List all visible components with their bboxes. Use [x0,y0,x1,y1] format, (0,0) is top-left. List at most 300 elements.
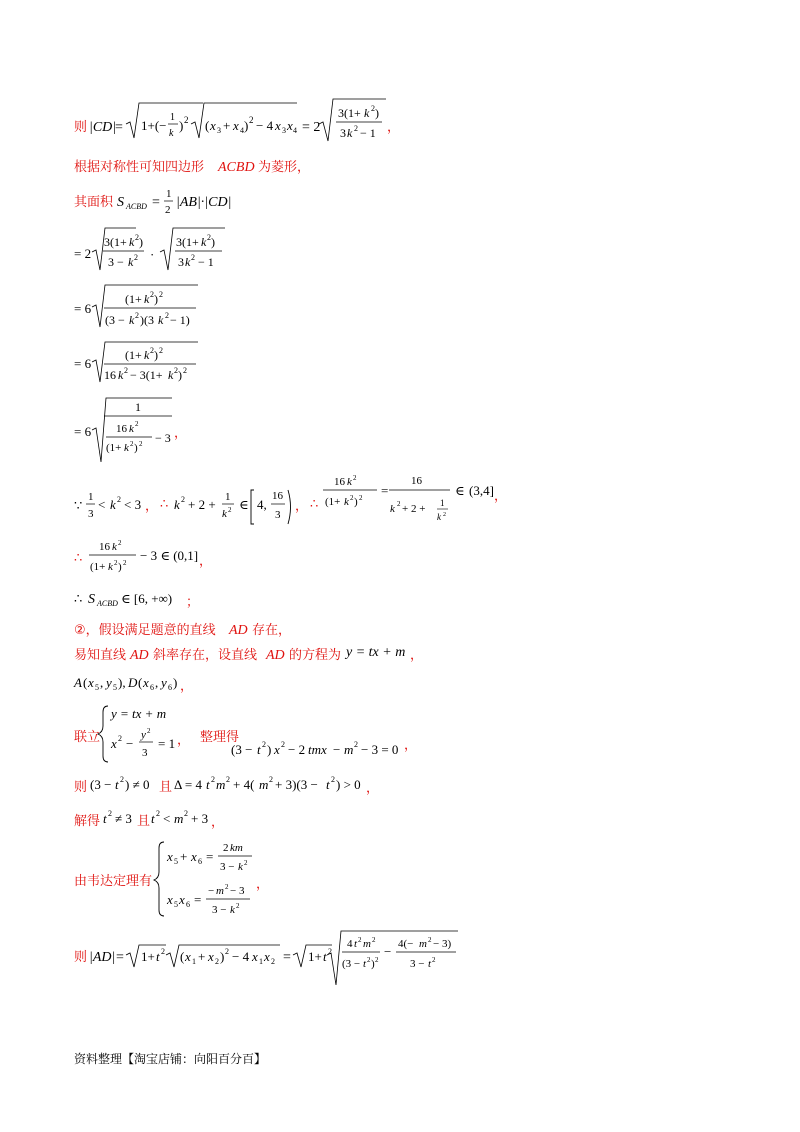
line-range-steps [74,474,507,524]
svg-text:): ) [118,561,122,573]
svg-text:易知直线: 易知直线 [74,648,127,663]
svg-text:2: 2 [228,506,232,514]
line-points [73,675,193,694]
svg-text:2: 2 [150,346,154,355]
svg-text:2: 2 [397,500,401,508]
svg-text:1: 1 [259,957,263,966]
svg-text:− 1: − 1 [198,255,214,269]
svg-text:1+(−: 1+(− [141,118,167,133]
svg-text:t: t [363,958,367,970]
svg-text:2: 2 [244,859,248,867]
svg-text:2: 2 [191,253,195,262]
svg-text:ACBD: ACBD [218,160,255,175]
svg-text:|AD|: |AD| [89,950,116,965]
svg-text:16: 16 [116,423,127,435]
svg-text:−: − [384,944,392,959]
svg-text:+ 2 +: + 2 + [402,503,426,515]
svg-text:1: 1 [88,491,94,503]
svg-text:t: t [257,742,261,757]
svg-text:<: < [98,497,106,512]
svg-text:= 1: = 1 [158,736,176,751]
svg-text:2: 2 [249,115,254,125]
svg-text:，: ， [387,119,401,134]
svg-text:根据对称性可知四边形: 根据对称性可知四边形 [74,160,205,175]
svg-text:则: 则 [74,950,88,965]
svg-text:): ) [267,742,272,757]
svg-text:2: 2 [350,494,354,502]
svg-text:): ) [375,106,379,120]
svg-text:− 4: − 4 [232,949,250,964]
svg-text:=: = [152,195,160,210]
svg-text:k: k [169,128,174,139]
svg-text:tmx: tmx [308,742,327,757]
svg-text:2: 2 [130,440,134,448]
svg-text:，: ， [145,498,159,513]
svg-text:6: 6 [168,683,172,692]
svg-text:斜率存在，设直线: 斜率存在，设直线 [153,648,258,663]
svg-text:+ 3)(3 −: + 3)(3 − [275,777,318,792]
svg-text:4,: 4, [257,497,267,512]
svg-text:2: 2 [281,740,285,749]
svg-text:x: x [275,118,281,133]
svg-text:(1+: (1+ [325,496,341,508]
svg-text:x: x [88,675,94,690]
svg-text:2: 2 [165,204,171,216]
svg-text:=: = [206,849,214,864]
svg-text:4: 4 [293,126,297,135]
svg-text:x: x [210,118,216,133]
svg-text:−: − [208,885,215,897]
svg-text:2: 2 [165,311,169,320]
svg-text:3 −: 3 − [212,904,227,916]
svg-text:y = tx + m: y = tx + m [346,645,406,660]
svg-text:(1+: (1+ [90,561,106,573]
svg-text:,: , [155,675,159,690]
svg-text:−: − [126,736,134,751]
svg-text:②，假设满足题意的直线: ②，假设满足题意的直线 [74,623,216,638]
svg-text:2: 2 [223,842,229,854]
svg-text:，: ， [199,553,213,568]
svg-text:2: 2 [183,366,187,375]
svg-text:t: t [151,811,155,826]
svg-text:2: 2 [147,727,151,735]
svg-text:3 −: 3 − [108,255,124,269]
svg-text:= 2: = 2 [302,120,321,135]
svg-text:(3 −: (3 − [105,313,125,327]
svg-text:2: 2 [372,936,376,944]
svg-text:k: k [174,497,180,512]
svg-text:t: t [103,811,107,826]
svg-text:k: k [347,476,352,488]
svg-text:− 3: − 3 [155,431,171,445]
svg-text:k: k [144,292,150,306]
svg-text:k: k [110,497,116,512]
svg-text:= 2: = 2 [74,246,92,261]
svg-text:2: 2 [184,115,189,125]
svg-text:x: x [233,118,239,133]
svg-text:为菱形，: 为菱形， [258,160,311,175]
svg-text:t: t [206,777,210,792]
svg-text:k: k [158,313,164,327]
svg-text:1: 1 [440,498,445,508]
svg-text:t: t [323,949,327,964]
svg-text:16: 16 [104,368,116,382]
svg-text:1: 1 [166,188,172,200]
svg-text:(1+: (1+ [125,292,142,306]
svg-text:): ) [179,118,184,133]
svg-text:): ) [173,675,178,690]
svg-text:): ) [139,235,143,249]
svg-text:ACBD: ACBD [97,599,118,608]
svg-text:y: y [106,675,112,690]
svg-text:S: S [117,195,124,210]
svg-text:m: m [216,777,226,792]
line-area-range [74,591,199,609]
svg-text:): ) [134,442,138,454]
svg-text:|AB|·|CD|: |AB|·|CD| [176,195,232,210]
svg-text:2: 2 [118,539,122,547]
svg-text:k: k [347,126,353,140]
line-vieta [74,842,269,916]
svg-text:t: t [428,958,432,970]
svg-text:2: 2 [207,233,211,242]
svg-text:3: 3 [217,126,221,135]
svg-text:且: 且 [159,780,173,795]
svg-text:∈ [6, +∞): ∈ [6, +∞) [121,591,173,606]
svg-text:): ) [211,235,215,249]
svg-text:则: 则 [74,120,88,135]
line-ad-length [74,931,458,985]
svg-text:=: = [116,950,124,965]
svg-text:2: 2 [117,495,121,504]
svg-text:− 3 = 0: − 3 = 0 [361,742,399,757]
svg-text:k: k [112,541,117,553]
svg-text:k: k [128,255,134,269]
svg-text:2: 2 [114,559,118,567]
svg-text:− 3(1+: − 3(1+ [130,368,163,382]
svg-text:2: 2 [226,775,230,784]
svg-text:− 3 ∈ (0,1]: − 3 ∈ (0,1] [140,548,199,563]
svg-text:m: m [174,811,184,826]
svg-text:，: ， [177,732,191,747]
svg-text:2: 2 [159,290,163,299]
svg-text:6: 6 [150,683,154,692]
svg-text:∈: ∈ [455,483,465,498]
svg-text:y: y [141,729,146,741]
svg-text:2: 2 [367,956,371,964]
svg-text:= 6: = 6 [74,424,92,439]
svg-text:km: km [230,842,243,854]
svg-text:≠ 3: ≠ 3 [115,811,132,826]
svg-text:x: x [185,949,191,964]
svg-text:整理得: 整理得 [200,730,240,745]
svg-text:): ) [154,348,158,362]
line-area-formula [74,188,231,216]
svg-text:− 2: − 2 [288,742,306,757]
svg-text:m: m [419,938,427,950]
svg-text:2: 2 [118,734,122,743]
svg-text:2: 2 [443,512,446,518]
svg-text:(: ( [83,675,88,690]
svg-text:Δ = 4: Δ = 4 [174,777,202,792]
svg-text:k: k [118,368,124,382]
svg-text:6: 6 [186,900,190,909]
svg-text:) ≠ 0: ) ≠ 0 [125,777,150,792]
svg-text:2: 2 [359,494,363,502]
svg-text:3(1+: 3(1+ [338,106,361,120]
svg-text:k: k [230,904,235,916]
line-area-step2 [74,285,198,327]
svg-text:)(3: )(3 [140,313,154,327]
svg-text:且: 且 [137,814,151,829]
svg-text:其面积: 其面积 [74,195,114,210]
svg-text:= 6: = 6 [74,356,92,371]
svg-text:m: m [259,777,269,792]
svg-text:4: 4 [240,126,244,135]
svg-text:2: 2 [215,957,219,966]
line-range-result [74,539,212,573]
svg-text:∈: ∈ [239,497,249,512]
svg-text:(3 −: (3 − [231,742,253,757]
svg-text:2: 2 [181,495,185,504]
svg-text:2: 2 [271,957,275,966]
svg-text:k: k [437,512,441,522]
svg-text:+ 2 +: + 2 + [188,497,216,512]
svg-text:k: k [129,423,134,435]
svg-text:,: , [100,675,104,690]
svg-text:k: k [144,348,150,362]
svg-text:2: 2 [269,775,273,784]
svg-text:，: ， [180,678,194,693]
svg-text:3: 3 [88,508,94,520]
svg-text:2: 2 [108,809,112,818]
svg-text:3 −: 3 − [220,861,235,873]
svg-text:AD: AD [229,623,248,638]
svg-text:): ) [244,118,249,133]
svg-text:2: 2 [428,936,432,944]
svg-text:y: y [161,675,167,690]
svg-text:2: 2 [353,474,357,482]
svg-text:2: 2 [156,809,160,818]
svg-text:1+: 1+ [308,949,322,964]
svg-text:(3 −: (3 − [342,958,361,970]
line-line-equation [74,645,423,663]
svg-text:4(−: 4(− [398,938,414,950]
svg-text:x: x [179,892,185,907]
svg-text:2: 2 [174,366,178,375]
svg-text:D: D [128,675,138,690]
svg-text:x: x [167,892,173,907]
svg-text:3: 3 [275,509,281,521]
svg-text:，: ， [256,876,270,891]
svg-text:m: m [344,742,354,757]
svg-text:3(1+: 3(1+ [176,235,199,249]
svg-text:；: ； [186,594,200,609]
svg-text:t: t [115,777,119,792]
svg-text:联立: 联立 [74,730,101,745]
svg-text:|CD|: |CD| [89,120,117,135]
svg-text:x: x [287,118,293,133]
line-discriminant [74,775,379,796]
svg-text:16: 16 [411,475,422,487]
svg-text:，: ， [404,737,418,752]
svg-text:k: k [390,503,395,515]
svg-text:，: ， [494,488,508,503]
svg-text:= 6: = 6 [74,301,92,316]
svg-text:3(1+: 3(1+ [104,235,127,249]
svg-text:− 4: − 4 [256,118,274,133]
svg-text:+: + [180,849,188,864]
svg-text:∴: ∴ [160,496,169,511]
svg-text:2: 2 [161,947,165,956]
svg-text:AD: AD [130,648,149,663]
svg-text:解得: 解得 [74,814,101,829]
svg-text:，: ， [295,498,309,513]
svg-text:): ) [354,496,358,508]
svg-text:2: 2 [432,956,436,964]
svg-text:): ) [371,958,375,970]
svg-text:3: 3 [340,126,346,140]
svg-text:2: 2 [211,775,215,784]
svg-text:，: ， [211,814,225,829]
svg-text:16: 16 [272,490,283,502]
svg-text:(3 −: (3 − [90,777,112,792]
svg-text:2: 2 [150,290,154,299]
svg-text:2: 2 [124,366,128,375]
svg-text:(3,4]: (3,4] [469,483,494,498]
svg-text:2: 2 [184,809,188,818]
svg-text:x: x [252,949,258,964]
svg-text:=: = [194,892,202,907]
svg-text:5: 5 [95,683,99,692]
svg-text:，: ， [410,647,424,662]
svg-text:): ) [178,368,182,382]
svg-text:2: 2 [135,233,139,242]
svg-text:3: 3 [178,255,184,269]
svg-text:1: 1 [225,491,231,503]
svg-text:2: 2 [331,775,335,784]
svg-text:1: 1 [192,957,196,966]
svg-text:): ) [220,949,225,964]
svg-text:y = tx + m: y = tx + m [111,706,167,721]
svg-text:(: ( [205,118,210,133]
svg-text:k: k [201,235,207,249]
svg-text:2: 2 [354,740,358,749]
svg-text:− 1): − 1) [170,313,190,327]
svg-text:2: 2 [371,104,375,113]
svg-text:2: 2 [354,124,358,133]
line-area-step1 [74,228,225,270]
line-solution [74,809,224,830]
svg-text:x: x [143,675,149,690]
svg-text:+ 3: + 3 [191,811,209,826]
line-cd-length [74,99,400,141]
svg-text:存在，: 存在， [252,623,292,638]
svg-text:+: + [198,949,206,964]
line-assume-ad [74,622,291,638]
svg-text:2: 2 [120,775,124,784]
svg-text:k: k [108,561,113,573]
svg-text:，: ， [366,780,380,795]
svg-text:6: 6 [198,857,202,866]
svg-text:t: t [354,938,358,950]
svg-text:k: k [129,313,135,327]
svg-text:2: 2 [375,956,379,964]
svg-text:t: t [156,949,160,964]
svg-text:1+: 1+ [141,949,155,964]
svg-text:1: 1 [170,112,175,123]
svg-text:2: 2 [134,253,138,262]
svg-text:的方程为: 的方程为 [289,648,342,663]
svg-text:k: k [129,235,135,249]
svg-text:x: x [264,949,270,964]
svg-text:则: 则 [74,780,88,795]
svg-text:ACBD: ACBD [126,202,147,211]
svg-text:+: + [223,118,231,133]
svg-text:∴: ∴ [310,496,319,511]
svg-text:∴: ∴ [74,550,83,565]
svg-text:k: k [168,368,174,382]
svg-text:2: 2 [225,947,229,956]
svg-text:5: 5 [174,900,178,909]
svg-text:16: 16 [99,541,110,553]
svg-text:2: 2 [159,346,163,355]
svg-text:− 3: − 3 [230,885,245,897]
svg-text:),: ), [118,675,126,690]
svg-text:2: 2 [328,947,332,956]
svg-text:x: x [274,742,280,757]
svg-text:−: − [333,742,341,757]
svg-text:m: m [363,938,371,950]
svg-text:A: A [74,675,82,690]
svg-text:5: 5 [174,857,178,866]
svg-text:+ 4(: + 4( [233,777,255,792]
svg-text:(1+: (1+ [125,348,142,362]
line-area-step3 [74,342,198,382]
svg-text:k: k [124,442,129,454]
svg-text:AD: AD [266,648,285,663]
svg-text:∴: ∴ [74,591,83,606]
svg-text:2: 2 [123,559,127,567]
svg-text:) > 0: ) > 0 [336,777,361,792]
svg-text:，: ， [174,425,188,440]
svg-text:=: = [115,120,123,135]
svg-text:2: 2 [135,311,139,320]
svg-text:由韦达定理有: 由韦达定理有 [74,874,153,889]
svg-text:S: S [88,592,95,607]
svg-text:2: 2 [225,883,229,891]
svg-text:16: 16 [334,476,345,488]
svg-text:k: k [364,106,370,120]
svg-text:): ) [154,292,158,306]
line-system [74,706,417,762]
svg-text:·: · [150,247,155,262]
svg-text:2: 2 [262,740,266,749]
svg-text:− 1: − 1 [360,126,376,140]
svg-text:2: 2 [236,902,240,910]
svg-text:x: x [111,736,117,751]
svg-text:=: = [381,483,389,498]
svg-text:< 3: < 3 [124,497,142,512]
svg-text:3: 3 [142,747,148,759]
svg-text:∵: ∵ [74,498,83,513]
svg-text:(1+: (1+ [106,442,122,454]
svg-text:4: 4 [347,938,353,950]
svg-text:t: t [326,777,330,792]
svg-text:m: m [216,885,224,897]
svg-text:x: x [191,849,197,864]
line-rhombus [74,159,310,175]
